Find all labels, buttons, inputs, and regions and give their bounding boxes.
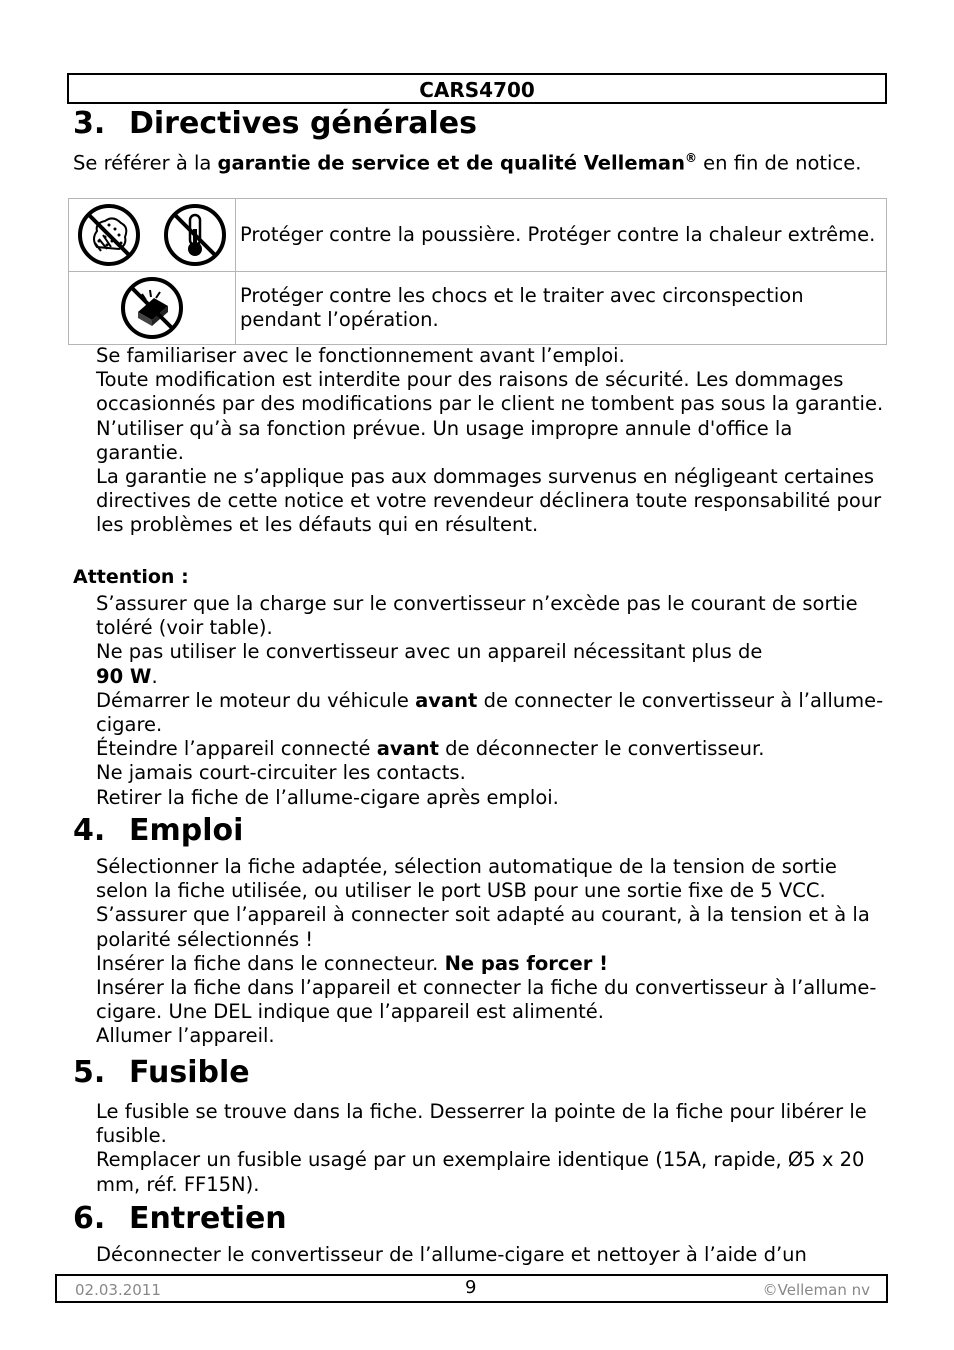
intro-paragraph bbox=[73, 146, 863, 176]
list-item bbox=[96, 640, 886, 688]
list-item: Déconnecter le convertisseur de l’allume-cigare et nettoyer à l’aide d’un bbox=[96, 1243, 807, 1266]
attention-label: Attention : bbox=[73, 566, 189, 588]
attention-list bbox=[96, 592, 886, 810]
no-dust-icon bbox=[77, 203, 141, 267]
list-item: Toute modification est interdite pour des raisons de sécurité. Les dommages occasionnés par des modifications par le client ne tombent pas sous la garantie. bbox=[96, 368, 884, 416]
document-header bbox=[67, 73, 887, 104]
section-number: 3. bbox=[73, 106, 106, 141]
list-item: Allumer l’appareil. bbox=[96, 1024, 275, 1048]
item-text-end: . bbox=[151, 664, 158, 688]
item-bold-text: avant bbox=[376, 737, 439, 761]
usage-instructions bbox=[96, 855, 886, 1049]
symbols-table bbox=[68, 198, 887, 345]
symbol-description: Protéger contre la poussière. Protéger contre la chaleur extrême. bbox=[236, 199, 887, 272]
list-item: Ne jamais court-circuiter les contacts. bbox=[96, 761, 466, 785]
item-bold-text: Ne pas forcer ! bbox=[444, 951, 608, 975]
list-item: S’assurer que la charge sur le convertisseur n’excède pas le courant de sortie toléré (voir table). bbox=[96, 592, 858, 640]
registered-mark: ® bbox=[684, 151, 697, 165]
footer-copyright: ©Velleman nv bbox=[762, 1281, 870, 1299]
general-guidelines-list bbox=[96, 344, 886, 538]
list-item: Sélectionner la fiche adaptée, sélection automatique de la tension de sortie selon la fiche utilisée, ou utiliser le port USB pour une sortie fixe de 5 VCC. S’assurer que l’appareil à connecter soit adapté au courant, à la tension et à la polarité sélectionnés ! bbox=[96, 855, 870, 951]
page-footer bbox=[55, 1274, 888, 1303]
list-item: La garantie ne s’applique pas aux dommages survenus en négligeant certaines directives de cette notice et votre revendeur déclinera toute responsabilité pour les problèmes et les défauts qui en résultent. bbox=[96, 465, 882, 537]
item-text: Ne pas utiliser le convertisseur avec un appareil nécessitant plus de bbox=[96, 640, 763, 664]
section-number: 4. bbox=[73, 813, 106, 848]
list-item bbox=[96, 689, 886, 737]
list-item: Remplacer un fusible usagé par un exemplaire identique (15A, rapide, Ø5 x 20 mm, réf. FF15N). bbox=[96, 1148, 865, 1196]
item-text-end: de déconnecter le convertisseur. bbox=[438, 737, 765, 761]
list-item: N’utiliser qu’à sa fonction prévue. Un usage impropre annule d'office la garantie. bbox=[96, 416, 793, 464]
intro-text: Se référer à la bbox=[73, 151, 218, 175]
intro-bold-text: garantie de service et de qualité Velleman bbox=[217, 151, 685, 175]
model-number: CARS4700 bbox=[419, 78, 535, 102]
intro-text-end: en fin de notice. bbox=[696, 151, 862, 175]
section-title: Fusible bbox=[129, 1055, 250, 1090]
section-title: Directives générales bbox=[129, 106, 477, 141]
no-shock-icon bbox=[120, 276, 184, 340]
section-title: Emploi bbox=[129, 813, 244, 848]
item-text: Démarrer le moteur du véhicule bbox=[96, 688, 416, 712]
page-number: 9 bbox=[465, 1277, 477, 1298]
section-5-heading bbox=[73, 1055, 250, 1091]
list-item: Insérer la fiche dans l’appareil et connecter la fiche du convertisseur à l’allume-cigare. Une DEL indique que l’appareil est alimenté. bbox=[96, 976, 877, 1024]
item-bold-text: avant bbox=[415, 688, 478, 712]
fuse-instructions bbox=[96, 1100, 886, 1197]
section-3-heading bbox=[73, 106, 477, 142]
list-item: Retirer la fiche de l’allume-cigare après emploi. bbox=[96, 785, 559, 809]
section-number: 5. bbox=[73, 1055, 106, 1090]
list-item bbox=[96, 737, 886, 761]
item-bold-text: 90 W bbox=[96, 664, 152, 688]
list-item bbox=[96, 952, 886, 976]
list-item: Se familiariser avec le fonctionnement avant l’emploi. bbox=[96, 344, 625, 367]
section-title: Entretien bbox=[129, 1201, 287, 1236]
symbol-description: Protéger contre les chocs et le traiter avec circonspection pendant l’opération. bbox=[236, 272, 887, 345]
symbol-cell bbox=[69, 272, 236, 345]
maintenance-instructions bbox=[96, 1243, 886, 1267]
item-text: Éteindre l’appareil connecté bbox=[96, 737, 377, 761]
no-heat-icon bbox=[163, 203, 227, 267]
item-text: Insérer la fiche dans le connecteur. bbox=[96, 951, 445, 975]
section-number: 6. bbox=[73, 1201, 106, 1236]
symbol-cell bbox=[69, 199, 236, 272]
section-6-heading bbox=[73, 1201, 287, 1237]
table-row bbox=[69, 199, 887, 272]
table-row bbox=[69, 272, 887, 345]
item-text-end: de connecter le convertisseur à l’allume-cigare. bbox=[96, 688, 884, 737]
section-4-heading bbox=[73, 813, 243, 849]
list-item: Le fusible se trouve dans la fiche. Desserrer la pointe de la fiche pour libérer le fusible. bbox=[96, 1100, 867, 1148]
footer-date: 02.03.2011 bbox=[75, 1281, 161, 1299]
